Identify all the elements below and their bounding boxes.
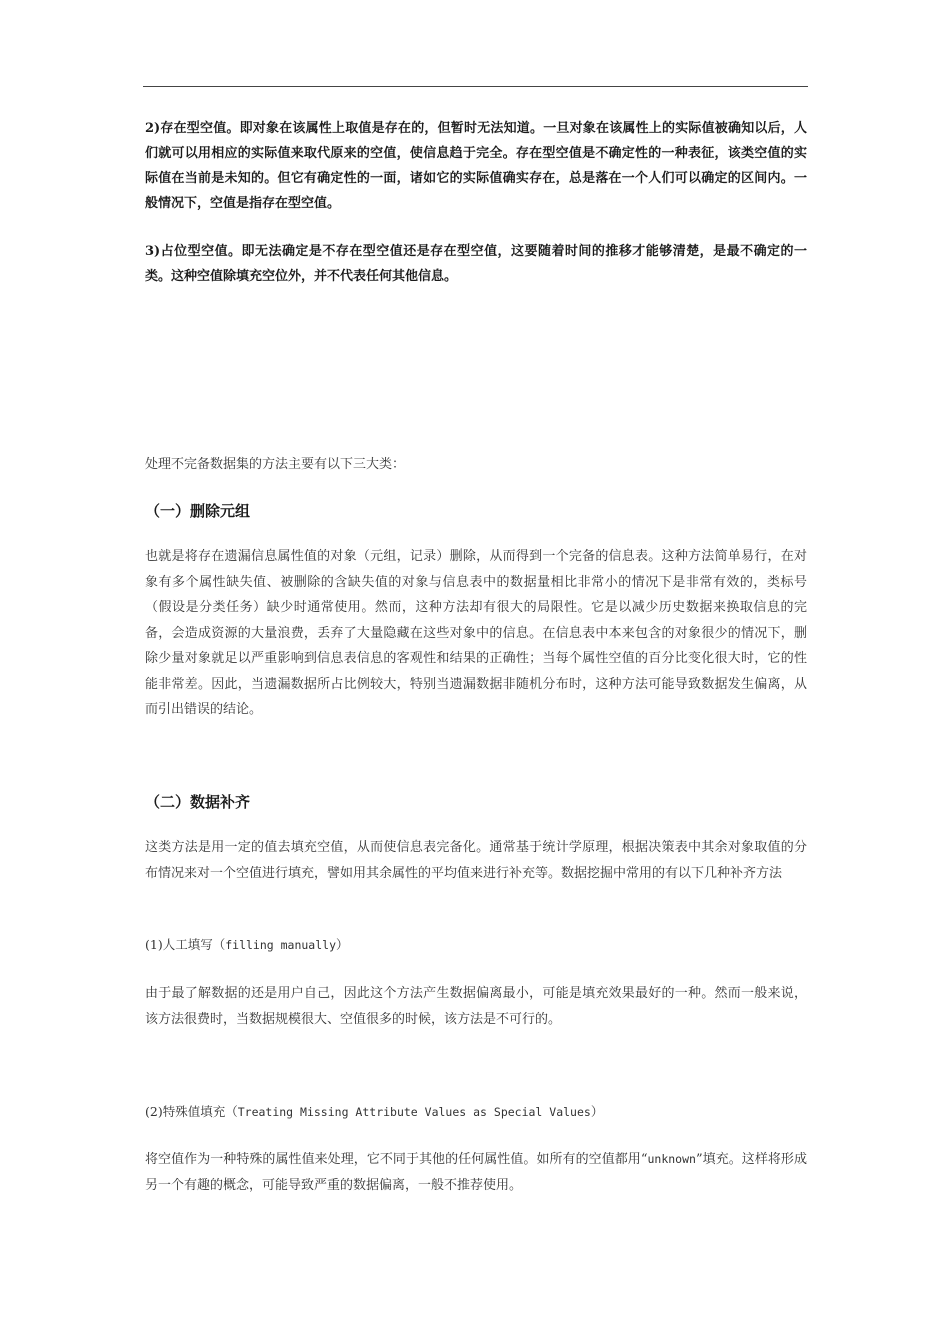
method2-body-part2: ”填充。这样将形成另一个有趣的概念，可能导致严重的数据偏离，一般不推荐使用。 [145,1152,807,1193]
method2-body-mono: unknown [647,1152,696,1166]
method1-title-en: filling manually [225,938,336,952]
method1-title-prefix: (1)人工填写（ [145,937,226,952]
method2-title [145,1102,807,1122]
method1-title-suffix: ） [336,937,349,952]
existing-null-paragraph: 2)存在型空值。即对象在该属性上取值是存在的，但暂时无法知道。一旦对象在该属性上的实际值被确知以后，人们就可以用相应的实际值来取代原来的空值，使信息趋于完全。存在型空值是不确定性的一种表征，该类空值的实际值在当前是未知的。但它有确定性的一面，诸如它的实际值确实存在，总是落在一个人们可以确定的区间内。一般情况下，空值是指存在型空值。 [145,121,807,211]
method2-title-suffix: ） [590,1104,604,1119]
method2-title-en: Treating Missing Attribute Values as Special Values [237,1105,591,1119]
section1-body: 也就是将存在遗漏信息属性值的对象（元组，记录）删除，从而得到一个完备的信息表。这种方法简单易行，在对象有多个属性缺失值、被删除的含缺失值的对象与信息表中的数据量相比非常小的情况下是非常有效的，类标号（假设是分类任务）缺少时通常使用。然而，这种方法却有很大的局限性。它是以减少历史数据来换取信息的完备，会造成资源的大量浪费，丢弃了大量隐藏在这些对象中的信息。在信息表中本来包含的对象很少的情况下，删除少量对象就足以严重影响到信息表信息的客观性和结果的正确性；当每个属性空值的百分比变化很大时，它的性能非常差。因此，当遗漏数据所占比例较大，特别当遗漏数据非随机分布时，这种方法可能导致数据发生偏离，从而引出错误的结论。 [145,549,807,717]
method1-body: 由于最了解数据的还是用户自己，因此这个方法产生数据偏离最小，可能是填充效果最好的一种。然而一般来说，该方法很费时，当数据规模很大、空值很多的时候，该方法是不可行的。 [145,986,807,1027]
placeholder-null-paragraph: 3)占位型空值。即无法确定是不存在型空值还是存在型空值，这要随着时间的推移才能够清楚，是最不确定的一类。这种空值除填充空位外，并不代表任何其他信息。 [145,244,807,284]
method2-body [145,1147,807,1198]
methods-intro: 处理不完备数据集的方法主要有以下三大类： [145,457,406,472]
section2-heading: （二）数据补齐 [145,793,251,811]
section2-body: 这类方法是用一定的值去填充空值，从而使信息表完备化。通常基于统计学原理，根据决策表中其余对象取值的分布情况来对一个空值进行填充，譬如用其余属性的平均值来进行补充等。数据挖掘中常用的有以下几种补齐方法 [145,840,807,881]
section1-heading: （一）删除元组 [145,502,251,520]
method2-body-part1: 将空值作为一种特殊的属性值来处理，它不同于其他的任何属性值。如所有的空值都用“ [145,1152,648,1167]
header-rule [143,86,808,87]
method2-title-prefix: (2)特殊值填充（ [145,1104,238,1119]
method1-title [145,935,807,955]
